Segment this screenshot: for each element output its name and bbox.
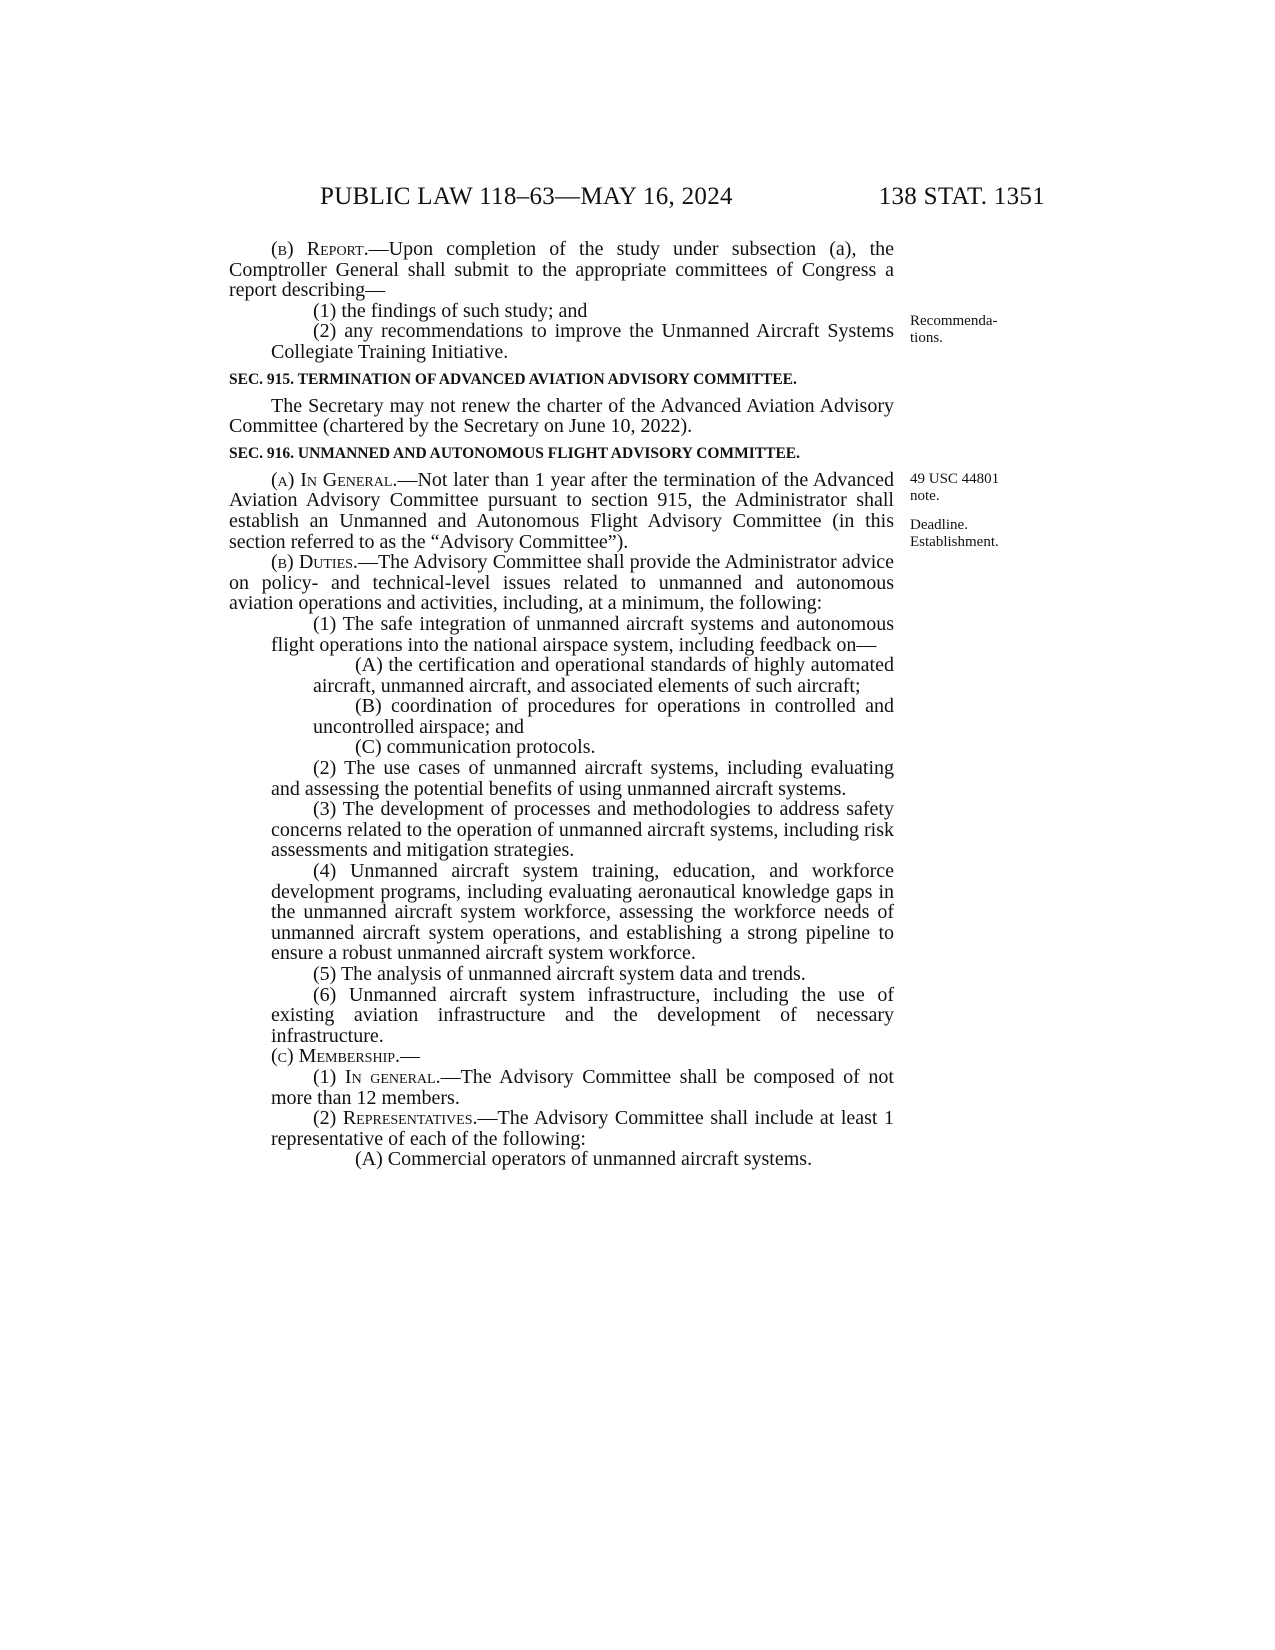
sidenote-recommendations — [910, 313, 997, 347]
subsection-heading: (b) Report. — [271, 238, 369, 260]
sidenote-line: Establishment. — [910, 534, 999, 550]
sidenote-line: 49 USC 44801 — [910, 471, 1000, 487]
subsection-heading: (c) Membership. — [271, 1045, 401, 1068]
page-header — [0, 183, 1275, 223]
section-915-text: The Secretary may not renew the charter of the Advanced Aviation Advisory Committee (chartered by the Secretary on June 10, 2022). — [229, 394, 894, 438]
subsection-a-in-general — [229, 470, 894, 552]
subsection-text: —The Advisory Committee shall provide the Administrator advice on policy- and technical-level issues related to unmanned and autonomous aviation operations and activities, including, at a minimum, the following: — [229, 551, 895, 615]
duty-item-1-a: (A) the certification and operational standards of highly automated aircraft, unmanned aircraft, and associated elements of such aircraft; — [313, 654, 894, 697]
subsection-heading: (b) Duties. — [271, 551, 358, 574]
membership-item-2 — [229, 1108, 894, 1149]
statute-page-number: 138 STAT. 1351 — [878, 183, 1045, 210]
sidenote-deadline — [910, 517, 999, 551]
section-916-heading: SEC. 916. UNMANNED AND AUTONOMOUS FLIGHT ADVISORY COMMITTEE. — [229, 444, 801, 462]
duty-item-1-b: (B) coordination of procedures for operations in controlled and uncontrolled airspace; and — [313, 695, 894, 738]
public-law-title: PUBLIC LAW 118–63—MAY 16, 2024 — [320, 183, 733, 210]
report-item-2: (2) any recommendations to improve the Unmanned Aircraft Systems Collegiate Training Initiative. — [271, 320, 894, 363]
subsection-text: —Not later than 1 year after the termination of the Advanced Aviation Advisory Committee pursuant to section 915, the Administrator shall establish an Unmanned and Autonomous Flight Advisory Committee (in this section referred to as the “Advisory Committee”). — [229, 468, 895, 553]
membership-item-2-a: (A) Commercial operators of unmanned aircraft systems. — [355, 1148, 813, 1171]
paragraph-heading: (1) In general. — [313, 1065, 441, 1088]
duty-item-1-c: (C) communication protocols. — [355, 736, 596, 759]
subsection-c-membership — [229, 1046, 894, 1067]
duty-item-3: (3) The development of processes and methodologies to address safety concerns related to the operation of unmanned aircraft systems, including risk assessments and mitigation strategies. — [271, 798, 894, 862]
sidenote-line: tions. — [910, 330, 943, 346]
document-body — [229, 239, 894, 1170]
membership-item-1 — [229, 1067, 894, 1108]
subsection-dash: — — [400, 1045, 421, 1068]
subsection-text: —Upon completion of the study under subsection (a), the Comptroller General shall submit to the appropriate committees of Congress a report describing— — [229, 238, 895, 302]
paragraph-text: —The Advisory Committee shall include at least 1 representative of each of the following: — [271, 1107, 894, 1150]
paragraph-text: —The Advisory Committee shall be composed of not more than 12 members. — [271, 1065, 894, 1109]
duty-item-4: (4) Unmanned aircraft system training, education, and workforce development programs, including evaluating aeronautical knowledge gaps in the unmanned aircraft system workforce, assessing the workforce needs of unmanned aircraft system operations, and establishing a strong pipeline to ensure a robust unmanned aircraft system workforce. — [271, 860, 894, 965]
duty-item-2: (2) The use cases of unmanned aircraft systems, including evaluating and assessing the potential benefits of using unmanned aircraft systems. — [271, 757, 894, 800]
duty-item-1: (1) The safe integration of unmanned aircraft systems and autonomous flight operations into the national airspace system, including feedback on— — [271, 612, 894, 656]
paragraph-heading: (2) Representatives. — [313, 1107, 478, 1130]
duty-item-6: (6) Unmanned aircraft system infrastructure, including the use of existing aviation infrastructure and the development of necessary infrastructure. — [271, 983, 894, 1047]
report-item-1: (1) the findings of such study; and — [313, 299, 588, 322]
subsection-heading: (a) In General. — [271, 468, 398, 491]
sidenote-usc-citation — [910, 471, 999, 505]
section-915-heading: SEC. 915. TERMINATION OF ADVANCED AVIATION ADVISORY COMMITTEE. — [229, 370, 797, 388]
subsection-b-report — [229, 239, 894, 301]
subsection-b-duties — [229, 552, 894, 614]
sidenote-line: Recommenda- — [910, 313, 998, 329]
duty-item-5: (5) The analysis of unmanned aircraft system data and trends. — [313, 963, 806, 985]
sidenote-line: Deadline. — [910, 517, 968, 533]
sidenote-line: note. — [910, 488, 940, 504]
